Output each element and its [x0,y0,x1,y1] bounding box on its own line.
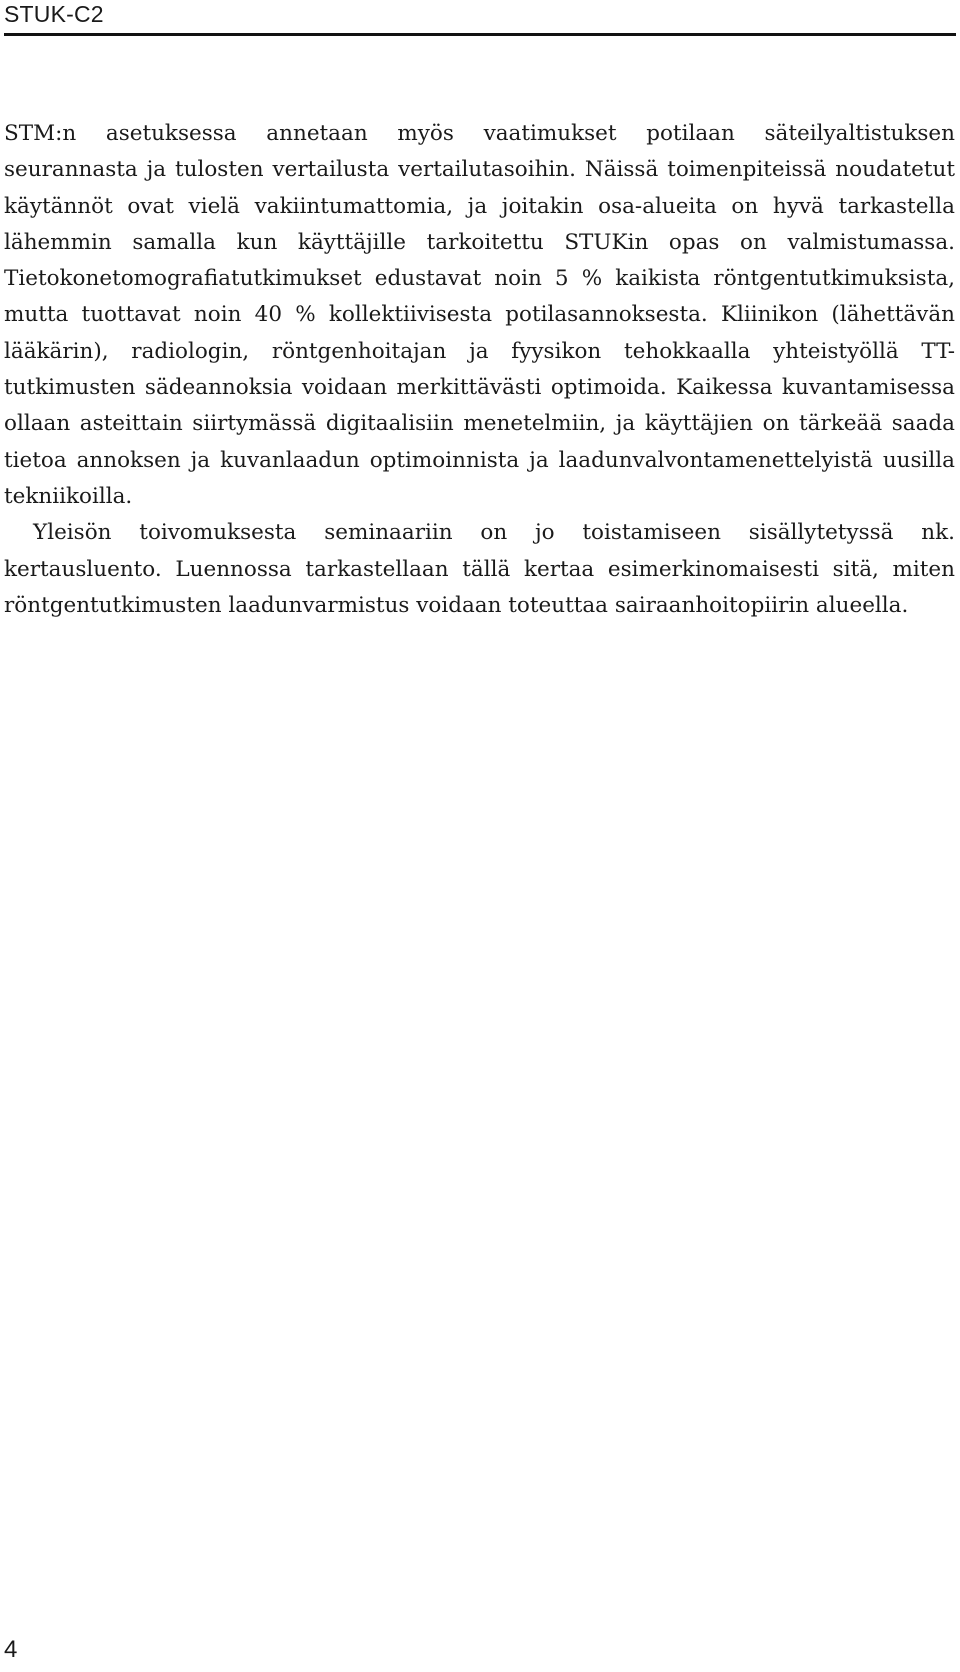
paragraph-1: STM:n asetuksessa annetaan myös vaatimukset potilaan säteilyaltistuksen seurannasta ja tulosten vertailusta vertailutasoihin. Näissä toimenpiteissä noudatetut käytännöt ovat vielä vakiintumattomia, ja joitakin osa-alueita on hyvä tarkastella lähemmin samalla kun käyttäjille tarkoitettu STUKin opas on valmistumassa. Tietokonetomografiatutkimukset edustavat noin 5 % kaikista röntgentutkimuksista, mutta tuottavat noin 40 % kollektiivisesta potilasannoksesta. Kliinikon (lähettävän lääkärin), radiologin, röntgenhoitajan ja fyysikon tehokkaalla yhteistyöllä TT-tutkimusten sädeannoksia voidaan merkittävästi optimoida. Kaikessa kuvantamisessa ollaan asteittain siirtymässä digitaalisiin menetelmiin, ja käyttäjien on tärkeää saada tietoa annoksen ja kuvanlaadun optimoinnista ja laadunvalvontamenettelyistä uusilla tekniikoilla. [4,121,955,509]
page-number: 4 [4,1636,18,1663]
main-text [4,116,955,624]
series-label: STUK-C2 [4,1,104,27]
paragraph-2: Yleisön toivomuksesta seminaariin on jo toistamiseen sisällytetyssä nk. kertausluento. Luennossa tarkastellaan tällä kertaa esimerkinomaisesti sitä, miten röntgentutkimusten laadunvarmistus voidaan toteuttaa sairaanhoitopiirin alueella. [4,520,955,618]
running-header [4,0,956,36]
